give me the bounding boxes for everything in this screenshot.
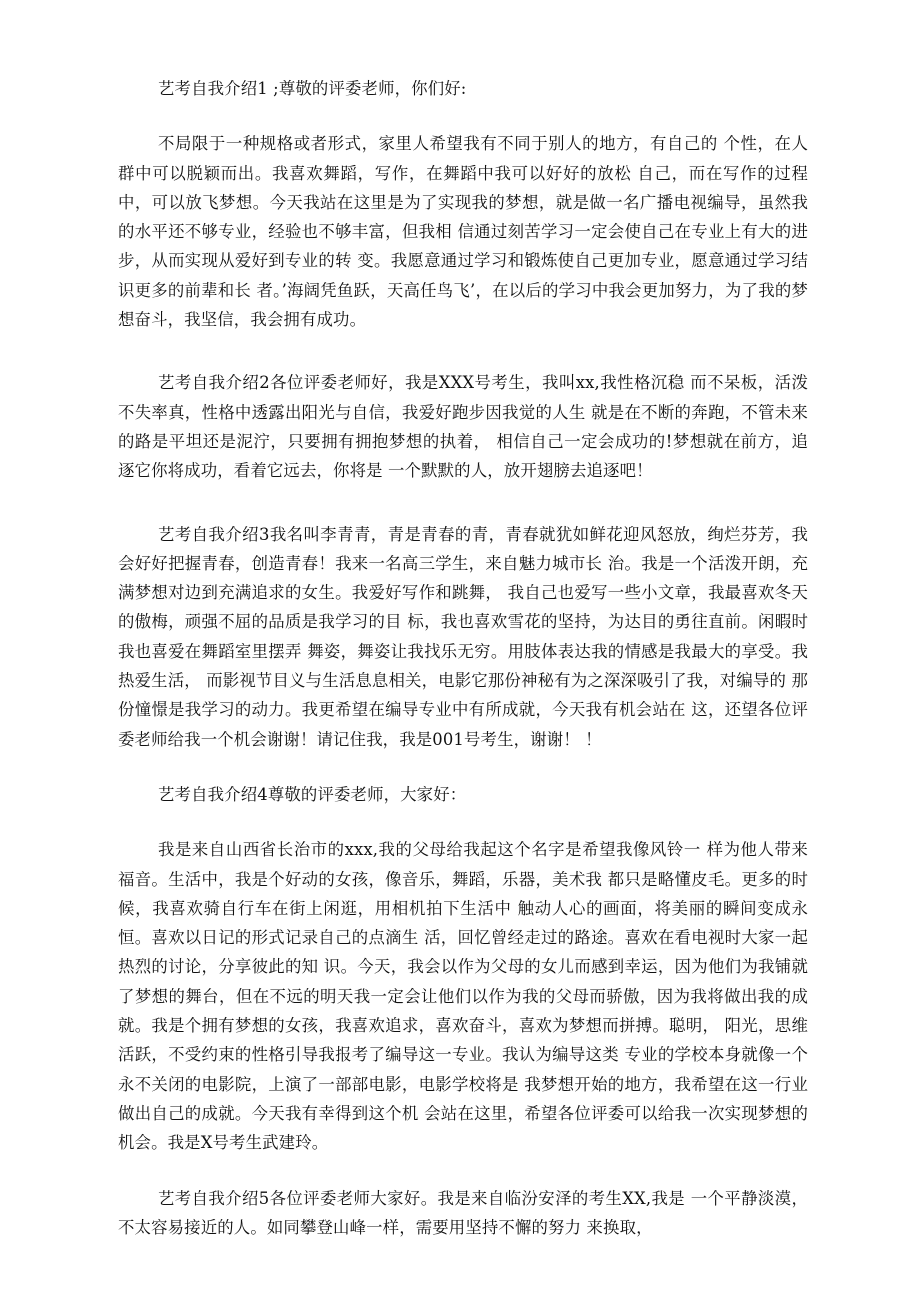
intro-1-body: 不局限于一种规格或者形式，家里人希望我有不同于别人的地方，有自己的 个性，在人群中可以脱颖而出。我喜欢舞蹈，写作，在舞蹈中我可以好好的放松 自己，而在写作的过程中，可以放飞梦想。今天我站在这里是为了实现我的梦想，就是做一名广播电视编导，虽然我的水平还不够专业，经验也不够丰富，但我相 信通过刻苦学习一定会使自己在专业上有大的进步，从而实现从爱好到专业的转 变。我愿意通过学习和锻炼使自己更加专业，愿意通过学习结识更多的前辈和长 者。’海阔凭鱼跃，天高任鸟飞’，在以后的学习中我会更加努力，为了我的梦 想奋斗，我坚信，我会拥有成功。 <box>118 134 808 330</box>
intro-4-body: 我是来自山西省长治市的xxx,我的父母给我起这个名字是希望我像风铃一 样为他人带来福音。生活中，我是个好动的女孩，像音乐，舞蹈，乐器，美术我 都只是略懂皮毛。更多的时候，我喜欢骑自行车在街上闲逛，用相机拍下生活中 触动人心的画面，将美丽的瞬间变成永恒。喜欢以日记的形式记录自己的点滴生 活，回忆曾经走过的路途。喜欢在看电视时大家一起热烈的讨论，分享彼此的知 识。今天，我会以作为父母的女儿而感到幸运，因为他们为我铺就了梦想的舞台，但在不远的明天我一定会让他们以作为我的父母而骄傲，因为我将做出我的成 就。我是个拥有梦想的女孩，我喜欢追求，喜欢奋斗，喜欢为梦想而拼搏。聪明， 阳光，思维活跃，不受约束的性格引导我报考了编导这一专业。我认为编导这类 专业的学校本身就像一个永不关闭的电影院，上演了一部部电影，电影学校将是 我梦想开始的地方，我希望在这一行业做出自己的成就。今天我有幸得到这个机 会站在这里，希望各位评委可以给我一次实现梦想的机会。我是X号考生武建玲。 <box>118 840 808 1153</box>
intro-1-heading: 艺考自我介绍1 ;尊敬的评委老师，你们好: <box>158 79 467 98</box>
intro-5-body: 艺考自我介绍5各位评委老师大家好。我是来自临汾安泽的考生XX,我是 一个平静淡漠，不太容易接近的人。如同攀登山峰一样，需要用坚持不懈的努力 来换取， <box>118 1188 808 1237</box>
document-page <box>118 74 808 1242</box>
intro-3-body: 艺考自我介绍3我名叫李青青，青是青春的青，青春就犹如鲜花迎风怒放，绚烂芬芳，我会好好把握青春，创造青春！我来一名高三学生，来自魅力城市长 治。我是一个活泼开朗，充满梦想对边到充满追求的女生。我爱好写作和跳舞， 我自己也爱写一些小文章，我最喜欢冬天的傲梅，顽强不屈的品质是我学习的目 标，我也喜欢雪花的坚持，为达目的勇往直前。闲暇时我也喜爱在舞蹈室里摆弄 舞姿，舞姿让我找乐无穷。用肢体表达我的情感是我最大的享受。我热爱生活， 而影视节目义与生活息息相关，电影它那份神秘有为之深深吸引了我，对编导的 那份憧憬是我学习的动力。我更希望在编导专业中有所成就，今天我有机会站在 这，还望各位评委老师给我一个机会谢谢！请记住我，我是001号考生，谢谢！ ！ <box>118 524 808 749</box>
intro-2-body: 艺考自我介绍2各位评委老师好，我是XXX号考生，我叫xx,我性格沉稳 而不呆板，活泼不失率真，性格中透露出阳光与自信，我爱好跑步因我觉的人生 就是在不断的奔跑，不管未来的路是平坦还是泥泞，只要拥有拥抱梦想的执着， 相信自己一定会成功的!梦想就在前方，追逐它你将成功，看着它远去，你将是 一个默默的人，放开翅膀去追逐吧！ <box>118 373 808 481</box>
intro-4-heading: 艺考自我介绍4尊敬的评委老师，大家好： <box>158 784 467 804</box>
